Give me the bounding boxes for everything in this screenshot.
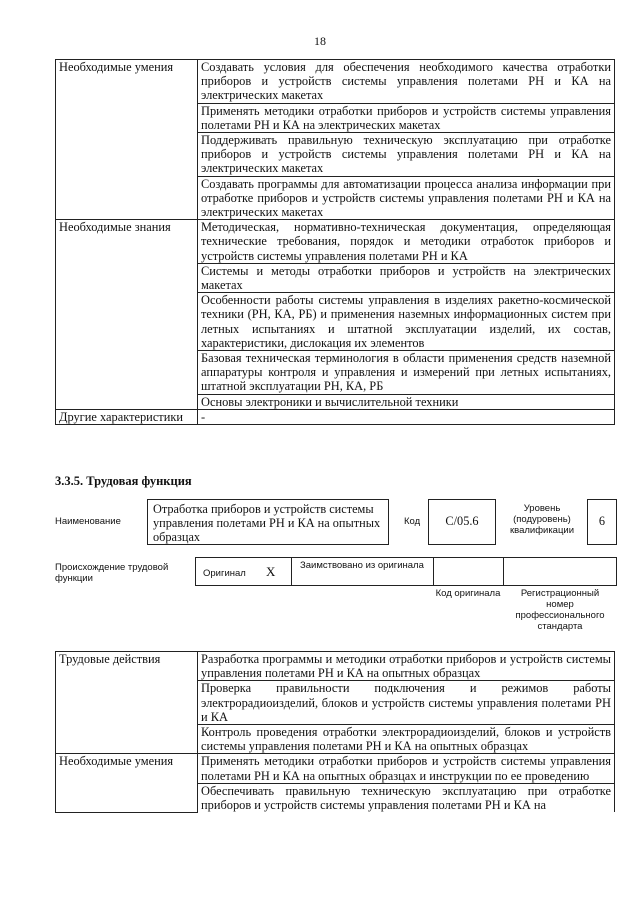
- code-original-label: Код оригинала: [435, 588, 501, 599]
- table-cell: Контроль проведения отработки электрорадиоизделий, блоков и устройств системы управления полетами РН и КА на опытных образцах: [198, 725, 615, 754]
- level-box: [587, 499, 617, 545]
- borrowed-label: Заимствовано из оригинала: [300, 560, 424, 571]
- name-box: [147, 499, 389, 545]
- code-box: [428, 499, 496, 545]
- table-row: [56, 60, 615, 104]
- original-mark: X: [266, 564, 276, 579]
- table-cell: Применять методики отработки приборов и устройств системы управления полетами РН и КА на электрических макетах: [198, 103, 615, 132]
- origin-box: [195, 557, 617, 586]
- original-label: Оригинал: [203, 568, 246, 579]
- table-cell: Создавать условия для обеспечения необходимого качества отработки приборов и устройств системы управления полетами РН и КА на электрических макетах: [198, 60, 615, 104]
- table-cell: Обеспечивать правильную техническую эксплуатацию при отработке приборов и устройств системы управления полетами РН и КА на: [198, 783, 615, 812]
- divider: [433, 558, 434, 585]
- reg-number-label: Регистрационный номер профессионального стандарта: [515, 588, 605, 632]
- table-cell: -: [198, 409, 615, 424]
- table-cell: Методическая, нормативно-техническая документация, определяющая технические требования, порядок и методики отработок приборов и устройств системы управления полетами РН и КА: [198, 220, 615, 264]
- code-value: C/05.6: [445, 514, 479, 528]
- table-cell: Системы и методы отработки приборов и устройств на электрических макетах: [198, 263, 615, 292]
- table-cell: Особенности работы системы управления в изделиях ракетно-космической техники (РН, КА, РБ) и применения наземных информационных систем при летных испытаниях и штатной эксплуатации изделий, их состав, характеристики, дислокация их элементов: [198, 293, 615, 351]
- row-label-other: Другие характеристики: [56, 409, 198, 424]
- level-value: 6: [598, 514, 606, 528]
- table-cell: Применять методики отработки приборов и устройств системы управления полетами РН и КА на опытных образцах и инструкции по ее проведению: [198, 754, 615, 783]
- row-label-knowledge: Необходимые знания: [56, 220, 198, 410]
- table-cell: Разработка программы и методики отработки приборов и устройств системы управления полетами РН и КА на опытных образцах: [198, 652, 615, 681]
- table-row: [56, 220, 615, 264]
- table-cell: Создавать программы для автоматизации процесса анализа информации при отработке приборов и устройств системы управления полетами РН и КА на электрических макетах: [198, 176, 615, 220]
- name-value: Отработка приборов и устройств системы управления полетами РН и КА на опытных образцах: [153, 502, 381, 544]
- divider: [291, 558, 292, 585]
- table-cell: Базовая техническая терминология в области применения средств наземной аппаратуры контроля и управления и измерений при летных испытаниях, штатной эксплуатации РН, КА, РБ: [198, 351, 615, 395]
- level-label: Уровень (подуровень) квалификации: [509, 503, 575, 536]
- top-competency-table: [55, 59, 615, 425]
- table-cell: Проверка правильности подключения и режимов работы электрорадиоизделий, блоков и устройств системы управления полетами РН и КА: [198, 681, 615, 725]
- table-cell: Основы электроники и вычислительной техники: [198, 394, 615, 409]
- row-label-actions: Трудовые действия: [56, 652, 198, 754]
- row-label-skills: Необходимые умения: [56, 754, 198, 812]
- table-row: [56, 754, 615, 783]
- page-number: 18: [314, 34, 326, 48]
- section-heading: 3.3.5. Трудовая функция: [55, 474, 192, 488]
- table-row: [56, 409, 615, 424]
- table-cell: Поддерживать правильную техническую эксплуатацию при отработке приборов и устройств системы управления полетами РН и КА на электрических макетах: [198, 133, 615, 177]
- divider: [503, 558, 504, 585]
- origin-label: Происхождение трудовой функции: [55, 562, 169, 584]
- name-label: Наименование: [55, 516, 121, 527]
- table-row: [56, 652, 615, 681]
- code-label: Код: [404, 516, 421, 527]
- bottom-competency-table: [55, 651, 615, 813]
- row-label-skills: Необходимые умения: [56, 60, 198, 220]
